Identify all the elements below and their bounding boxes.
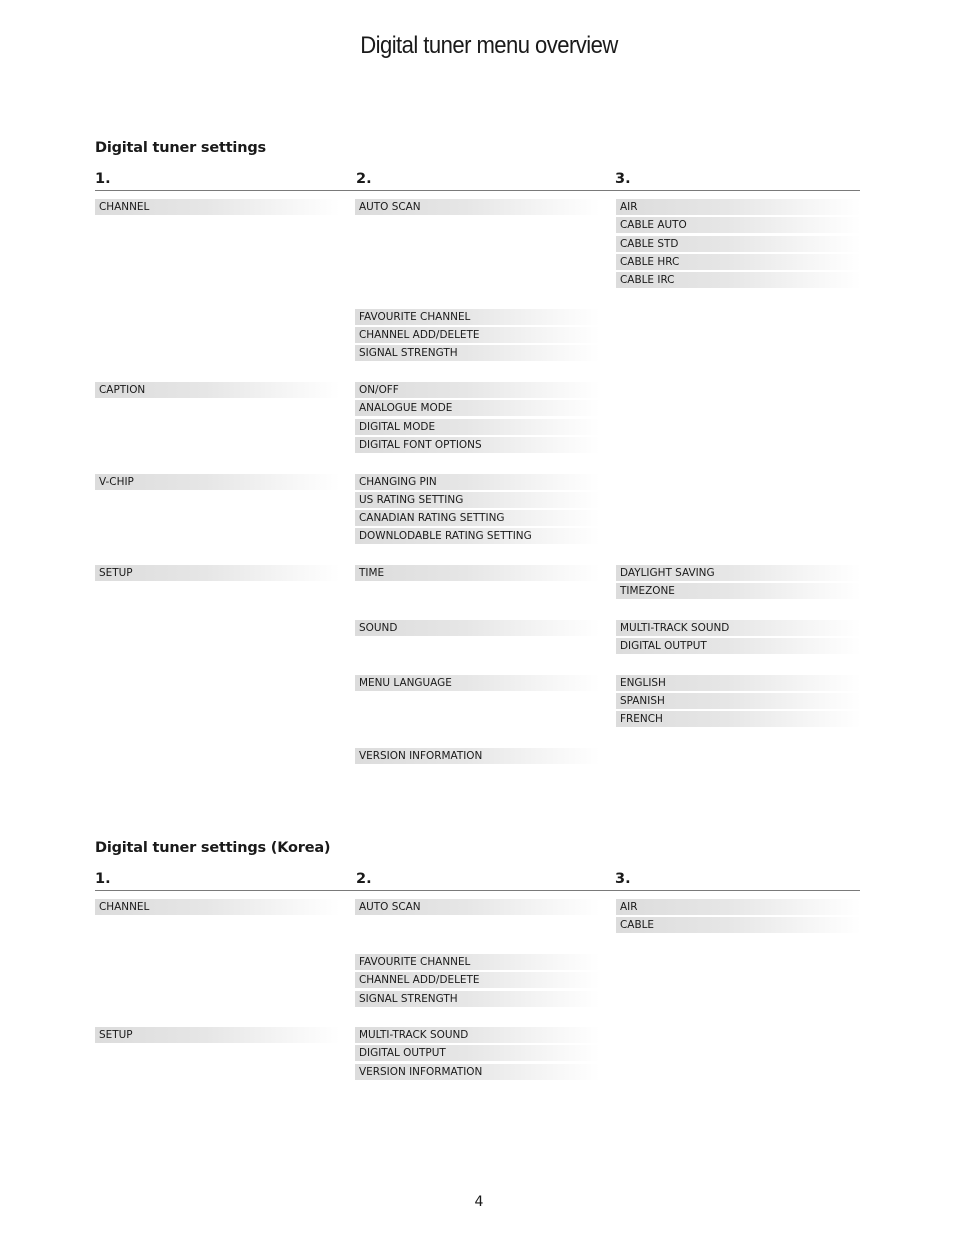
menu-item-label: CABLE	[620, 918, 655, 932]
menu-item	[616, 638, 861, 654]
menu-item-label: MULTI-TRACK SOUND	[359, 1028, 469, 1042]
column-header-3: 3.	[615, 171, 631, 187]
menu-item	[616, 711, 861, 727]
menu-item	[616, 583, 861, 599]
menu-item-label: DOWNLODABLE RATING SETTING	[359, 529, 532, 543]
section-heading: Digital tuner settings (Korea)	[95, 840, 331, 856]
menu-item-label: AUTO SCAN	[359, 200, 421, 213]
menu-item	[355, 437, 600, 453]
menu-item-label: VERSION INFORMATION	[359, 1064, 483, 1078]
menu-item-label: US RATING SETTING	[359, 492, 464, 506]
header-divider	[95, 890, 860, 891]
menu-item	[616, 565, 861, 581]
menu-item-label: CHANNEL	[99, 200, 150, 213]
menu-item-label: MULTI-TRACK SOUND	[620, 620, 730, 634]
column-header-1: 1.	[95, 871, 111, 887]
menu-item-label: CANADIAN RATING SETTING	[359, 511, 505, 525]
menu-item	[95, 1027, 340, 1043]
menu-item-label: CHANNEL	[99, 900, 150, 913]
column-header-2: 2.	[356, 171, 372, 187]
header-divider	[95, 190, 860, 191]
menu-item	[355, 400, 600, 416]
menu-item	[616, 272, 861, 288]
menu-item	[355, 492, 600, 508]
menu-item-label: ANALOGUE MODE	[359, 401, 453, 415]
menu-item-label: SPANISH	[620, 694, 665, 708]
menu-item-label: V-CHIP	[99, 474, 134, 488]
menu-item	[616, 620, 861, 636]
menu-item-label: CHANGING PIN	[359, 474, 437, 488]
menu-item	[616, 236, 861, 252]
menu-item	[355, 620, 600, 636]
menu-item-label: ENGLISH	[620, 675, 666, 689]
menu-item	[616, 675, 861, 691]
menu-item	[616, 199, 861, 215]
menu-item	[355, 1064, 600, 1080]
menu-item	[95, 899, 340, 915]
menu-item-label: SIGNAL STRENGTH	[359, 991, 458, 1005]
page-number: 4	[474, 1194, 484, 1210]
menu-item	[616, 917, 861, 933]
column-header-1: 1.	[95, 171, 111, 187]
menu-item	[95, 474, 340, 490]
menu-item-label: CAPTION	[99, 383, 146, 396]
menu-item	[355, 510, 600, 526]
menu-item	[616, 899, 861, 915]
menu-item	[355, 1045, 600, 1061]
menu-item-label: DIGITAL MODE	[359, 419, 436, 433]
menu-item	[355, 199, 600, 215]
column-header-3: 3.	[615, 871, 631, 887]
menu-item	[355, 565, 600, 581]
column-header-2: 2.	[356, 871, 372, 887]
menu-item	[355, 309, 600, 325]
menu-item	[355, 419, 600, 435]
menu-item	[95, 382, 340, 398]
menu-item	[355, 972, 600, 988]
menu-item-label: SOUND	[359, 620, 398, 634]
menu-item-label: DAYLIGHT SAVING	[620, 566, 715, 579]
section-digital-tuner-settings-korea	[95, 839, 860, 1099]
menu-item	[355, 382, 600, 398]
menu-item	[355, 327, 600, 343]
menu-item-label: SETUP	[99, 1028, 133, 1042]
menu-item	[355, 991, 600, 1007]
menu-item-label: CABLE HRC	[620, 254, 680, 268]
menu-item	[355, 345, 600, 361]
menu-item	[95, 565, 340, 581]
menu-item-label: TIMEZONE	[620, 584, 675, 598]
menu-item-label: CABLE AUTO	[620, 218, 687, 232]
menu-item	[355, 748, 600, 764]
menu-item-label: SETUP	[99, 566, 133, 579]
menu-item-label: CHANNEL ADD/DELETE	[359, 328, 480, 342]
menu-item-label: SIGNAL STRENGTH	[359, 346, 458, 360]
menu-item	[355, 899, 600, 915]
menu-item-label: FRENCH	[620, 712, 663, 726]
menu-item-label: MENU LANGUAGE	[359, 675, 452, 689]
menu-item-label: DIGITAL OUTPUT	[359, 1046, 446, 1060]
menu-item-label: FAVOURITE CHANNEL	[359, 309, 471, 323]
section-heading: Digital tuner settings	[95, 140, 266, 156]
menu-item-label: AIR	[620, 900, 638, 913]
menu-item	[355, 474, 600, 490]
menu-item	[616, 217, 861, 233]
menu-item-label: CHANNEL ADD/DELETE	[359, 973, 480, 987]
menu-item	[355, 675, 600, 691]
menu-item-label: FAVOURITE CHANNEL	[359, 954, 471, 968]
menu-item-label: VERSION INFORMATION	[359, 749, 483, 762]
menu-item-label: CABLE STD	[620, 236, 679, 250]
menu-item-label: AUTO SCAN	[359, 900, 421, 913]
section-digital-tuner-settings	[95, 139, 860, 779]
menu-item	[95, 199, 340, 215]
menu-item-label: DIGITAL OUTPUT	[620, 639, 707, 653]
menu-item	[616, 693, 861, 709]
menu-item	[355, 1027, 600, 1043]
menu-item-label: DIGITAL FONT OPTIONS	[359, 437, 482, 451]
menu-item	[355, 954, 600, 970]
menu-item-label: AIR	[620, 200, 638, 213]
menu-item-label: CABLE IRC	[620, 273, 675, 287]
menu-item	[616, 254, 861, 270]
menu-item-label: TIME	[359, 566, 385, 579]
menu-item-label: ON/OFF	[359, 383, 399, 396]
page-title: Digital tuner menu overview	[360, 32, 618, 59]
menu-item	[355, 528, 600, 544]
